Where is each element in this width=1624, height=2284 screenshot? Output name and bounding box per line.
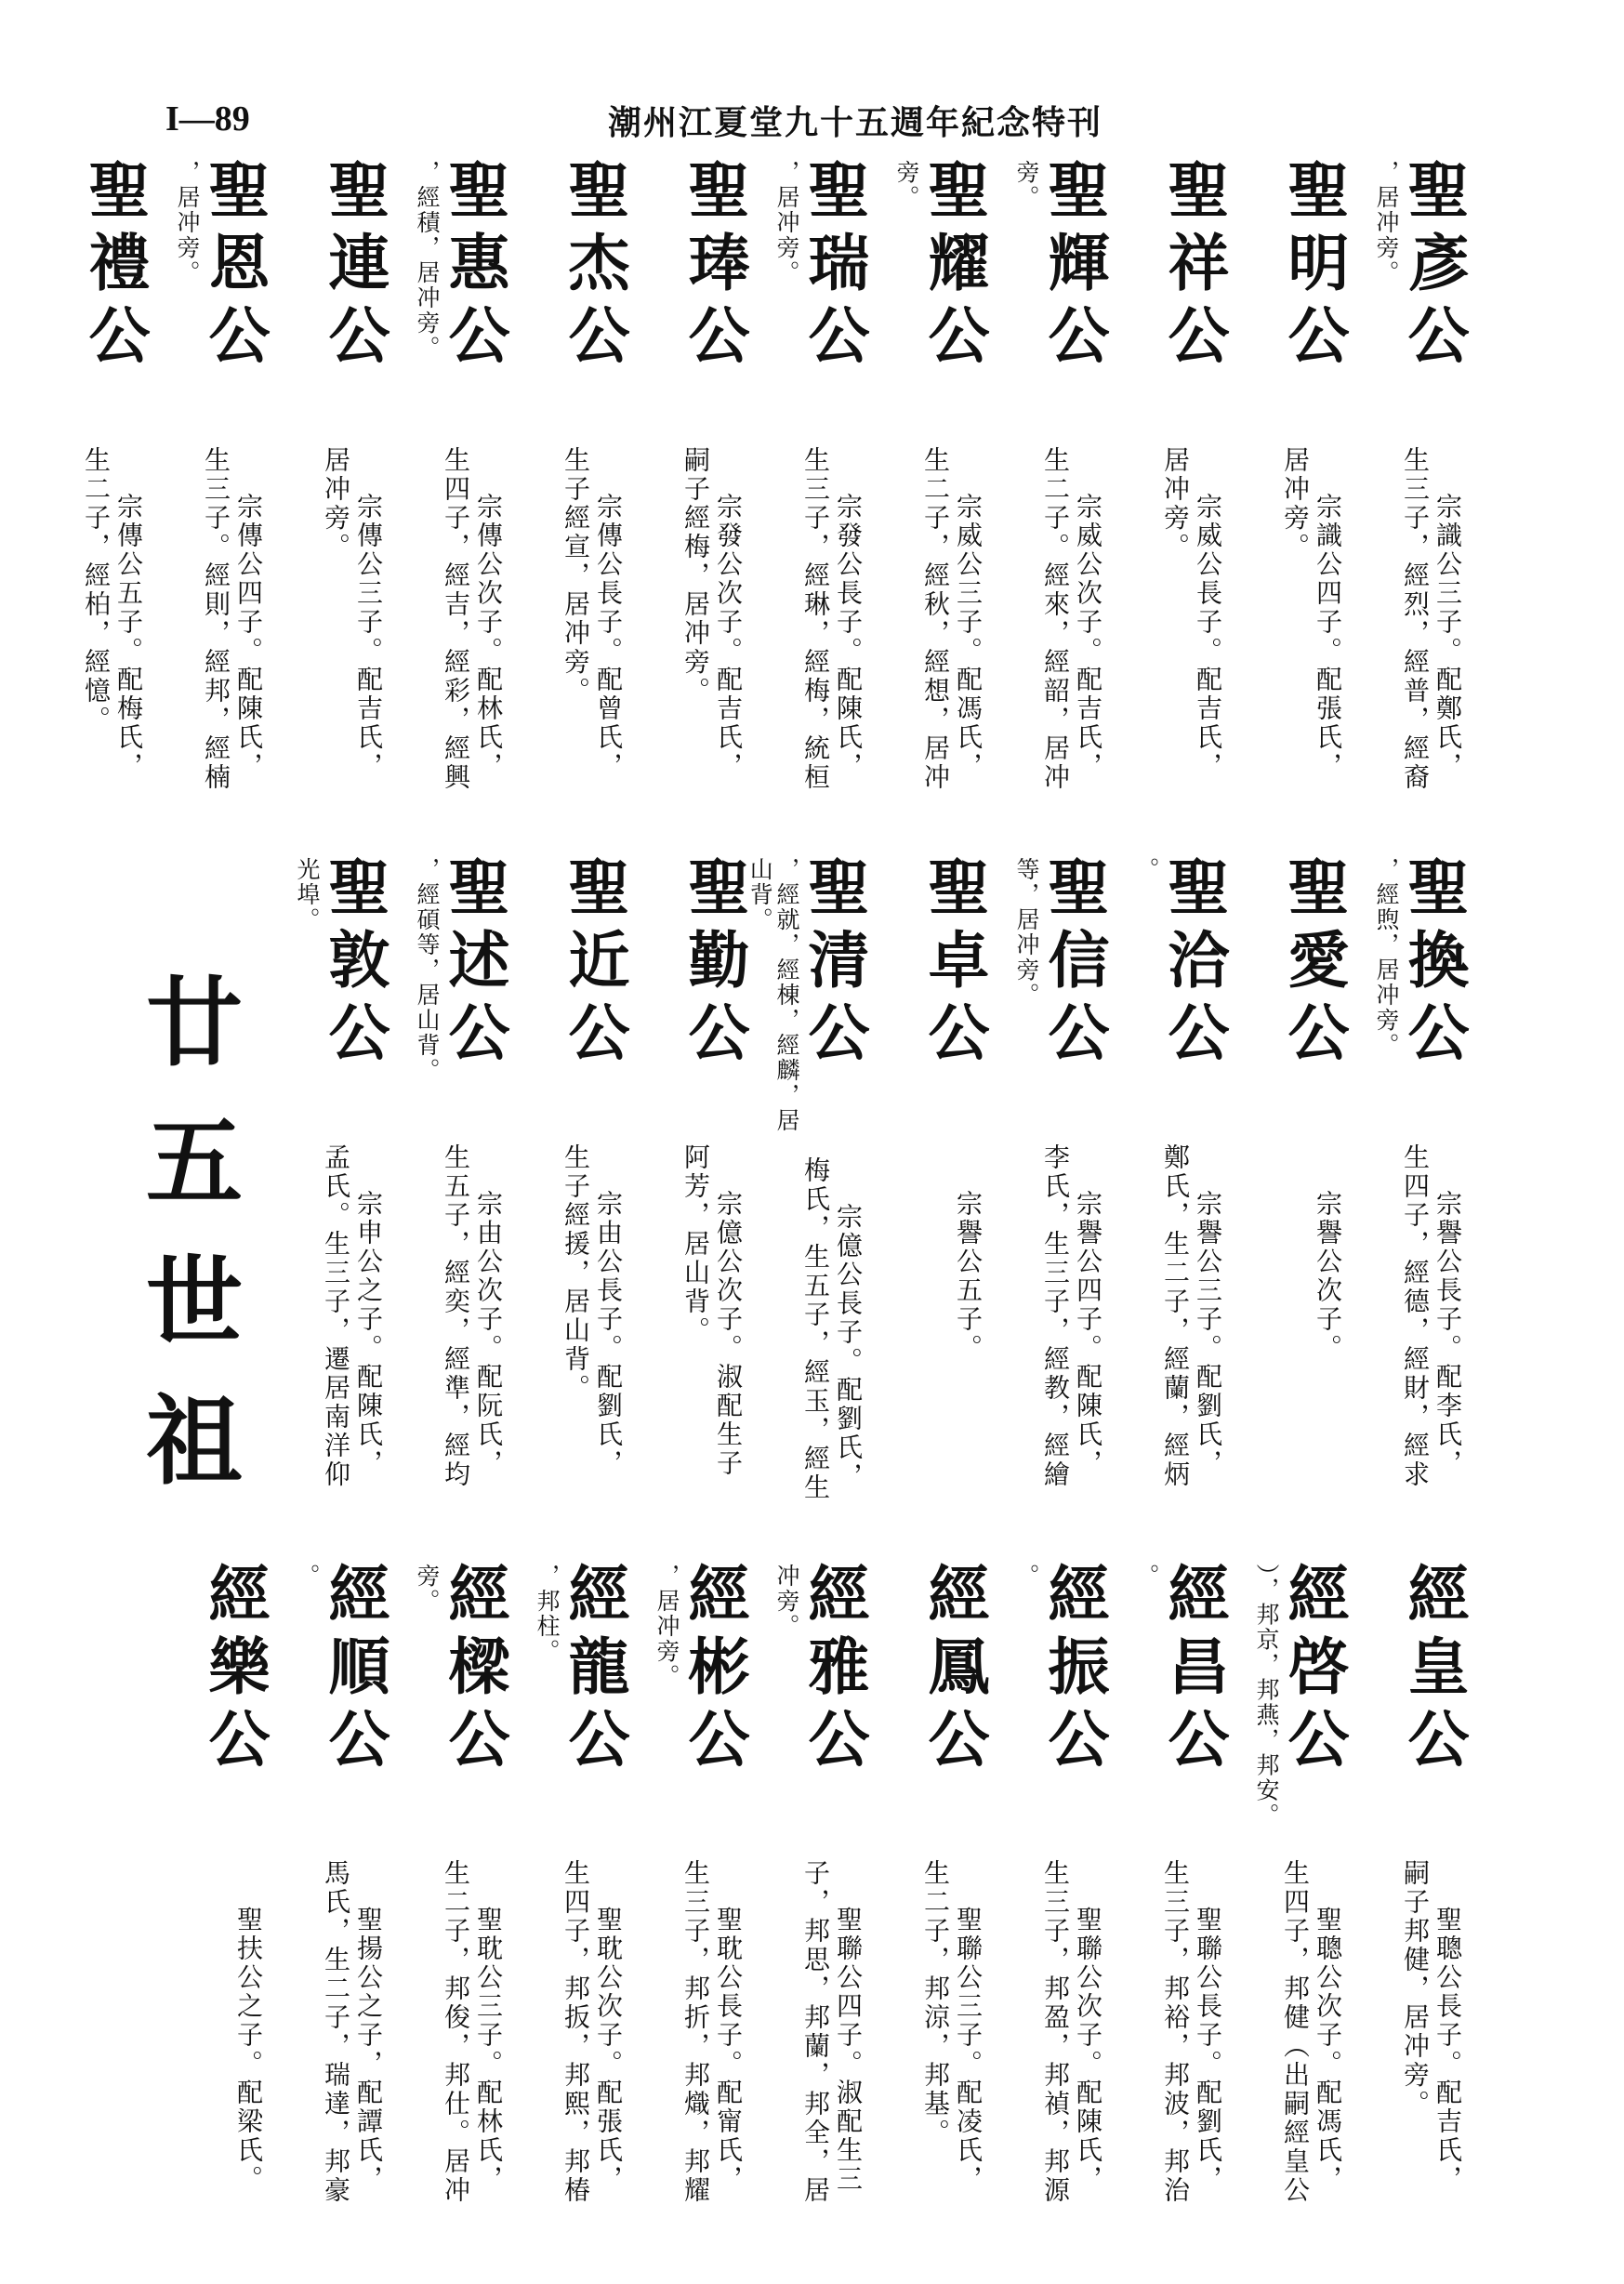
detail-line: 孟氏。生三子，遷居南洋仰 (321, 1143, 351, 1489)
detail-line: 生二子，邦俊，邦仕。居冲 (441, 1859, 471, 2205)
ancestor-name: 聖恩公 (198, 158, 271, 376)
detail-line: 梅氏，生五子，經玉，經生 (800, 1156, 831, 1502)
entry-head (558, 855, 630, 1121)
genealogy-entry (1233, 158, 1350, 855)
entry-head (173, 158, 271, 424)
genealogy-entry (1113, 855, 1230, 1552)
ancestor-name: 聖勤公 (678, 855, 750, 1073)
entry-head (772, 1562, 870, 1837)
name-continuation: 等，居冲旁。 (1013, 857, 1040, 1008)
entry-details (799, 1156, 865, 1565)
name-continuation: 旁。 (893, 160, 920, 210)
detail-line: 子，邦思，邦蘭，邦全，居 (800, 1859, 831, 2205)
entry-head (678, 158, 750, 424)
genealogy-entry (746, 855, 870, 1552)
entry-details (1039, 446, 1104, 855)
entry-head (413, 158, 510, 424)
ancestor-name: 聖瑞公 (798, 158, 870, 376)
detail-line: 生四子，邦扳，邦熙，邦椿 (561, 1859, 591, 2205)
ancestor-name: 聖信公 (1037, 855, 1110, 1073)
entry-head (1012, 158, 1110, 424)
entry-details (320, 1143, 385, 1552)
entry-head (318, 158, 390, 424)
genealogy-entry (513, 158, 630, 855)
entry-head (1372, 855, 1470, 1121)
entry-head (653, 1562, 750, 1837)
detail-line: 聖聰公長子。配吉氏， (1433, 1906, 1463, 2194)
entry-details (320, 446, 385, 855)
detail-line: 宗傳公五子。配梅氏， (113, 493, 144, 781)
ancestor-name: 聖耀公 (918, 158, 990, 376)
name-continuation: ），邦京，邦燕，邦安。 (1253, 1564, 1280, 1829)
genealogy-entry (513, 1562, 630, 2268)
ancestor-name: 聖洽公 (1157, 855, 1230, 1073)
genealogy-entry (393, 1562, 510, 2268)
entry-details (560, 446, 625, 855)
detail-line: 阿芳，居山背。 (680, 1143, 711, 1345)
entry-details (799, 446, 865, 855)
entry-details (1399, 1859, 1464, 2268)
detail-line: 嗣子經梅，居冲旁。 (680, 446, 711, 706)
entry-head (1252, 1562, 1350, 1837)
entry-details (1312, 1143, 1344, 1552)
detail-line: 聖聯公三子。配凌氏， (953, 1906, 984, 2194)
ancestor-name: 聖換公 (1397, 855, 1470, 1073)
ancestor-name: 聖輝公 (1037, 158, 1110, 376)
detail-line: 生二子，經柏，經憶。 (81, 446, 112, 734)
entry-details (200, 446, 265, 855)
genealogy-entry (873, 855, 990, 1552)
detail-line: 宗譽公長子。配李氏， (1433, 1190, 1463, 1478)
name-continuation: ，經碩等，居山背。 (414, 857, 441, 1083)
running-head: 潮州江夏堂九十五週年紀念特刊 (607, 103, 1102, 142)
detail-line: 聖耽公三子。配林氏， (473, 1906, 504, 2194)
detail-line: 生三子，邦裕，邦波，邦治 (1160, 1859, 1191, 2205)
detail-line: 居冲旁。 (1160, 446, 1191, 561)
genealogy-entry (153, 1562, 271, 2268)
ancestor-name: 聖琫公 (678, 158, 750, 376)
entry-details (232, 1859, 265, 2268)
entry-details (440, 1143, 505, 1552)
detail-line: 宗由公次子。配阮氏， (473, 1190, 504, 1478)
detail-line: 聖聯公次子。配陳氏， (1073, 1906, 1103, 2194)
detail-line: 聖聰公次子。配馮氏， (1313, 1906, 1343, 2194)
entry-head (413, 855, 510, 1121)
ancestor-name: 聖連公 (318, 158, 390, 376)
ancestor-name: 經昌公 (1157, 1562, 1230, 1779)
entry-details (560, 1859, 625, 2268)
entry-head (1277, 855, 1350, 1121)
entry-head (198, 1562, 271, 1837)
detail-line: 宗發公次子。配吉氏， (713, 493, 744, 781)
entry-details (1279, 446, 1344, 855)
detail-line: 鄭氏，生二子，經蘭，經炳 (1160, 1143, 1191, 1489)
genealogy-entry (633, 1562, 750, 2268)
name-continuation: ，居冲旁。 (1373, 160, 1400, 285)
detail-line: 宗威公長子。配吉氏， (1193, 493, 1223, 781)
entry-head (413, 1562, 510, 1837)
genealogy-entry (1113, 158, 1230, 855)
ancestor-name: 經振公 (1037, 1562, 1110, 1779)
entry-head (1132, 855, 1230, 1121)
detail-line: 生五子，經奕，經準，經均 (441, 1143, 471, 1489)
genealogy-entry (1353, 855, 1470, 1552)
ancestor-name: 聖彥公 (1397, 158, 1470, 376)
genealogy-entry (993, 855, 1110, 1552)
detail-line: 生三子，邦盈，邦禎，邦源 (1040, 1859, 1071, 2205)
entry-head (1277, 158, 1350, 424)
genealogy-entry (633, 158, 750, 855)
name-continuation: 旁。 (414, 1564, 441, 1614)
detail-line: 宗威公三子。配馮氏， (953, 493, 984, 781)
detail-line: 馬氏，生二子，瑞達，邦豪 (321, 1859, 351, 2205)
name-continuation: ，經煦，居冲旁。 (1373, 857, 1400, 1058)
entry-details (1399, 1143, 1464, 1552)
detail-line: 宗申公之子。配陳氏， (353, 1190, 384, 1478)
ancestor-name: 聖杰公 (558, 158, 630, 376)
entry-head (918, 855, 990, 1121)
entry-head (892, 158, 990, 424)
detail-line: 宗譽公四子。配陳氏， (1073, 1190, 1103, 1478)
detail-line: 聖扶公之子。配梁氏。 (233, 1906, 264, 2194)
name-continuation: 。 (1133, 1564, 1160, 1589)
detail-line: 生子經宣，居冲旁。 (561, 446, 591, 706)
entry-head (533, 1562, 630, 1837)
name-continuation: ，經積，居冲旁。 (414, 160, 441, 361)
entry-details (1279, 1859, 1344, 2268)
genealogy-row-2 (0, 855, 1624, 1552)
detail-line: 嗣子邦健，居冲旁。 (1400, 1859, 1431, 2119)
entry-details (680, 1859, 745, 2268)
genealogy-entry (873, 1562, 990, 2268)
entry-head (746, 855, 870, 1134)
detail-line: 宗威公次子。配吉氏， (1073, 493, 1103, 781)
genealogy-entry (1233, 855, 1350, 1552)
detail-line: 居冲旁。 (1280, 446, 1311, 561)
entry-details (680, 1143, 745, 1552)
entry-details (919, 1859, 984, 2268)
entry-details (560, 1143, 625, 1552)
detail-line: 宗譽公五子。 (953, 1190, 984, 1363)
detail-line: 聖耽公次子。配張氏， (593, 1906, 624, 2194)
detail-line: 生二子。經來，經韶，居冲 (1040, 446, 1071, 792)
name-continuation: 冲旁。 (773, 1564, 800, 1639)
name-continuation: ，經就，經棟，經麟，居山背。 (746, 857, 800, 1133)
entry-head (1012, 855, 1110, 1121)
entry-details (440, 446, 505, 855)
name-continuation: 。 (1013, 1564, 1040, 1589)
entry-head (1372, 158, 1470, 424)
entry-details (80, 446, 145, 855)
genealogy-entry (393, 158, 510, 855)
ancestor-name: 聖清公 (798, 855, 870, 1073)
detail-line: 聖聯公四子。淑配生三 (833, 1906, 864, 2194)
detail-line: 聖聯公長子。配劉氏， (1193, 1906, 1223, 2194)
entry-head (1132, 1562, 1230, 1837)
page-number: I—89 (165, 99, 250, 139)
entry-details (1039, 1859, 1104, 2268)
entry-head (293, 1562, 390, 1837)
genealogy-entry (273, 855, 390, 1552)
entry-details (1159, 446, 1224, 855)
entry-details (1039, 1143, 1104, 1552)
detail-line: 宗傳公長子。配曾氏， (593, 493, 624, 781)
genealogy-row-1 (0, 158, 1624, 855)
entry-head (1397, 1562, 1470, 1837)
genealogy-entry (993, 1562, 1110, 2268)
genealogy-entry (393, 855, 510, 1552)
entry-head (678, 855, 750, 1121)
entry-details (440, 1859, 505, 2268)
ancestor-name: 聖敦公 (318, 855, 390, 1073)
name-continuation: ，居冲旁。 (773, 160, 800, 285)
ancestor-name: 經龍公 (558, 1562, 630, 1779)
name-continuation: 旁。 (1013, 160, 1040, 210)
ancestor-name: 經啓公 (1277, 1562, 1350, 1779)
detail-line: 生四子，經德，經財，經求 (1400, 1143, 1431, 1489)
name-continuation: ，邦柱。 (534, 1564, 561, 1664)
entry-details (799, 1859, 865, 2268)
genealogy-entry (633, 855, 750, 1552)
ancestor-name: 聖惠公 (438, 158, 510, 376)
genealogy-entry (753, 1562, 870, 2268)
entry-head (78, 158, 151, 424)
genealogy-entry (1353, 1562, 1470, 2268)
detail-line: 居冲旁。 (321, 446, 351, 561)
ancestor-name: 聖祥公 (1157, 158, 1230, 376)
entry-head (293, 855, 390, 1121)
ancestor-name: 經樂公 (198, 1562, 271, 1779)
ancestor-name: 經皇公 (1397, 1562, 1470, 1779)
detail-line: 宗由公長子。配劉氏， (593, 1190, 624, 1478)
detail-line: 聖揚公之子，配譚氏， (353, 1906, 384, 2194)
detail-line: 生四子，邦健（出嗣經皇公 (1280, 1859, 1311, 2205)
detail-line: 生三子。經則，經邦，經楠 (201, 446, 231, 792)
genealogy-entry (1113, 1562, 1230, 2268)
genealogy-entry (273, 158, 390, 855)
detail-line: 宗傳公次子。配林氏， (473, 493, 504, 781)
ancestor-name: 經彬公 (678, 1562, 750, 1779)
entry-details (320, 1859, 385, 2268)
entry-details (1159, 1859, 1224, 2268)
detail-line: 生三子，經烈，經普，經裔 (1400, 446, 1431, 792)
entry-head (1157, 158, 1230, 424)
detail-line: 生四子，經吉，經彩，經興 (441, 446, 471, 792)
detail-line: 生子經援，居山背。 (561, 1143, 591, 1403)
detail-line: 生二子，邦涼，邦基。 (920, 1859, 951, 2147)
genealogy-entry (1233, 1562, 1350, 2268)
detail-line: 生二子，經秋，經想，居冲 (920, 446, 951, 792)
entry-details (952, 1143, 984, 1552)
genealogy-entry (273, 1562, 390, 2268)
entry-details (1159, 1143, 1224, 1552)
name-continuation: 。 (1133, 857, 1160, 882)
ancestor-name: 聖愛公 (1277, 855, 1350, 1073)
entry-head (1012, 1562, 1110, 1837)
ancestor-name: 經雅公 (798, 1562, 870, 1779)
name-continuation: 。 (294, 1564, 321, 1589)
detail-line: 宗傳公三子。配吉氏， (353, 493, 384, 781)
genealogy-entry (753, 158, 870, 855)
section-title: 廿五世祖 (129, 971, 244, 1529)
genealogy-row-3 (0, 1562, 1624, 2268)
ancestor-name: 聖禮公 (78, 158, 151, 376)
detail-line: 宗傳公四子。配陳氏， (233, 493, 264, 781)
genealogy-entry (513, 855, 630, 1552)
detail-line: 宗譽公次子。 (1313, 1190, 1343, 1363)
ancestor-name: 經順公 (318, 1562, 390, 1779)
detail-line: 李氏，生三子，經教，經繪 (1040, 1143, 1071, 1489)
detail-line: 聖耽公長子。配甯氏， (713, 1906, 744, 2194)
genealogy-entry (1353, 158, 1470, 855)
ancestor-name: 經鳳公 (918, 1562, 990, 1779)
entry-details (680, 446, 745, 855)
detail-line: 宗譽公三子。配劉氏， (1193, 1190, 1223, 1478)
ancestor-name: 聖述公 (438, 855, 510, 1073)
entry-details (919, 446, 984, 855)
ancestor-name: 聖卓公 (918, 855, 990, 1073)
ancestor-name: 聖明公 (1277, 158, 1350, 376)
detail-line: 宗億公長子。配劉氏， (833, 1203, 864, 1491)
ancestor-name: 聖近公 (558, 855, 630, 1073)
name-continuation: ，居冲旁。 (654, 1564, 680, 1689)
detail-line: 宗發公長子。配陳氏， (833, 493, 864, 781)
detail-line: 生三子，經琳，經梅，統桓 (800, 446, 831, 792)
detail-line: 宗識公四子。配張氏， (1313, 493, 1343, 781)
entry-head (918, 1562, 990, 1837)
genealogy-entry (873, 158, 990, 855)
genealogy-entry (33, 158, 151, 855)
ancestor-name: 經樑公 (438, 1562, 510, 1779)
name-continuation: 光埠。 (294, 857, 321, 932)
detail-line: 宗識公三子。配鄭氏， (1433, 493, 1463, 781)
name-continuation: ，居冲旁。 (174, 160, 201, 285)
entry-head (772, 158, 870, 424)
detail-line: 宗億公次子。淑配生子 (713, 1190, 744, 1478)
entry-head (558, 158, 630, 424)
genealogy-entry (993, 158, 1110, 855)
detail-line: 生三子，邦折，邦熾，邦耀 (680, 1859, 711, 2205)
entry-details (1399, 446, 1464, 855)
genealogy-entry (153, 158, 271, 855)
